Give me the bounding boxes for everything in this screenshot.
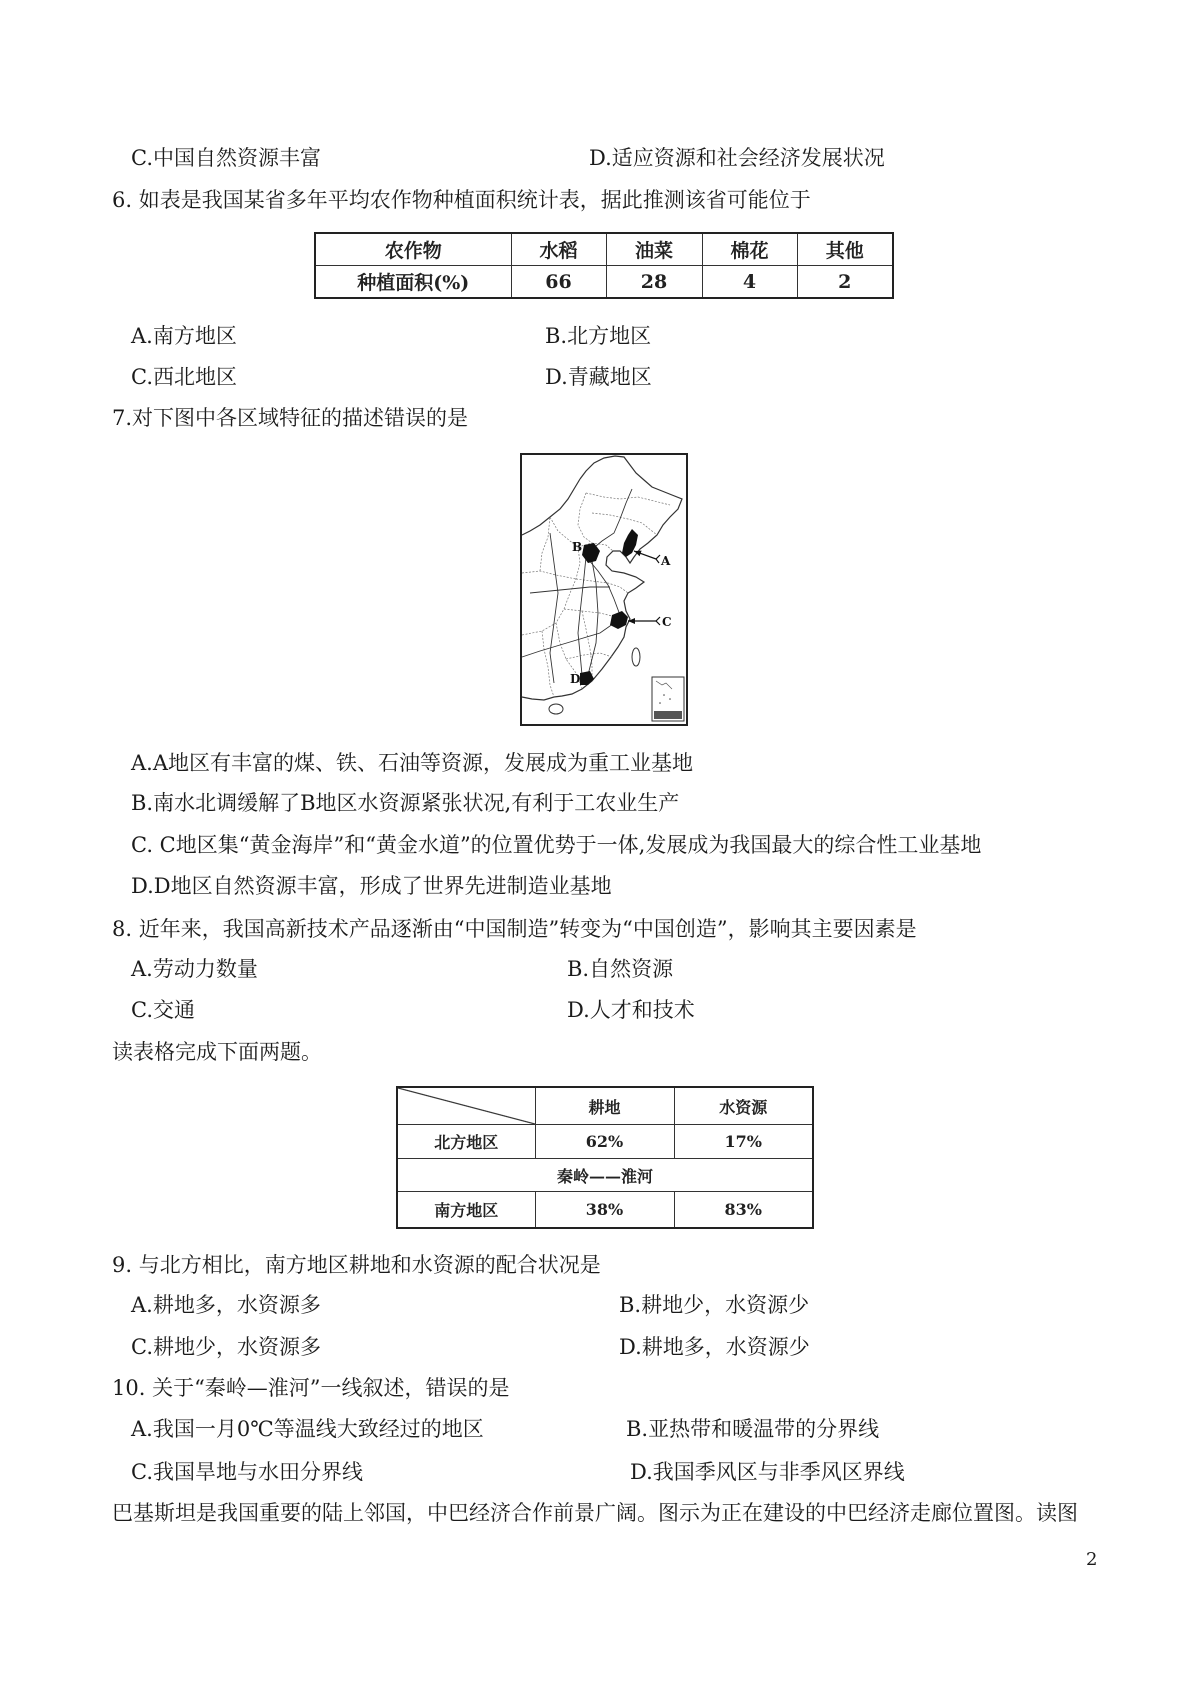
table-cell: 28 — [606, 266, 702, 299]
table-row — [315, 266, 893, 299]
table-cell: 北方地区 — [397, 1125, 535, 1159]
q9-option-d: D.耕地多，水资源少 — [619, 1335, 810, 1359]
q10-option-b: B.亚热带和暖温带的分界线 — [626, 1417, 880, 1441]
q10-option-a: A.我国一月0℃等温线大致经过的地区 — [131, 1417, 484, 1441]
page-number: 2 — [1086, 1549, 1098, 1570]
q8-option-d: D.人才和技术 — [567, 998, 695, 1022]
table-cell: 2 — [797, 266, 893, 299]
q10-stem: 10. 关于“秦岭—淮河”一线叙述，错误的是 — [112, 1376, 510, 1400]
q6-option-b: B.北方地区 — [545, 324, 652, 348]
q7-option-d: D.D地区自然资源丰富，形成了世界先进制造业基地 — [131, 874, 612, 898]
q9-stem: 9. 与北方相比，南方地区耕地和水资源的配合状况是 — [112, 1253, 601, 1277]
table-header-cell: 油菜 — [606, 233, 702, 266]
qinling-huaihe-divider: 秦岭——淮河 — [397, 1159, 813, 1192]
table-header-cell: 水资源 — [674, 1087, 813, 1125]
east-china-region-map — [520, 453, 688, 726]
q6-stem: 6. 如表是我国某省多年平均农作物种植面积统计表，据此推测该省可能位于 — [112, 188, 811, 212]
table-header-row — [397, 1087, 813, 1125]
table-cell: 38% — [535, 1192, 674, 1229]
table-header-cell: 耕地 — [535, 1087, 674, 1125]
q5-option-c: C.中国自然资源丰富 — [131, 146, 321, 170]
q8-stem: 8. 近年来，我国高新技术产品逐渐由“中国制造”转变为“中国创造”，影响其主要因素是 — [112, 917, 917, 941]
q5-option-d: D.适应资源和社会经济发展状况 — [589, 146, 885, 170]
q6-option-d: D.青藏地区 — [545, 365, 652, 389]
table-row-divider — [397, 1159, 813, 1192]
inset-island-dot — [663, 694, 665, 696]
q8-option-b: B.自然资源 — [567, 957, 674, 981]
q6-option-a: A.南方地区 — [131, 324, 237, 348]
table-cell: 南方地区 — [397, 1192, 535, 1229]
q8-option-c: C.交通 — [131, 998, 195, 1022]
region-b-label: B — [572, 540, 583, 554]
region-a-label: A — [661, 554, 671, 568]
crop-area-table — [314, 232, 894, 299]
table-cell: 66 — [511, 266, 606, 299]
table-header-row — [315, 233, 893, 266]
inset-island-dot — [669, 698, 671, 700]
q7-option-c: C. C地区集“黄金海岸”和“黄金水道”的位置优势于一体,发展成为我国最大的综合性工业基地 — [131, 833, 982, 857]
region-d-label: D — [570, 672, 581, 686]
q7-option-a: A.A地区有丰富的煤、铁、石油等资源，发展成为重工业基地 — [131, 751, 694, 775]
table-cell: 4 — [702, 266, 797, 299]
table-row-south — [397, 1192, 813, 1229]
south-china-sea-inset — [652, 677, 684, 721]
q7-stem: 7.对下图中各区域特征的描述错误的是 — [112, 406, 469, 430]
table-header-cell: 水稻 — [511, 233, 606, 266]
q8-option-a: A.劳动力数量 — [131, 957, 258, 981]
diagonal-header-cell — [397, 1087, 535, 1125]
table-cell: 17% — [674, 1125, 813, 1159]
table-row-north — [397, 1125, 813, 1159]
table-cell: 83% — [674, 1192, 813, 1229]
table-cell: 62% — [535, 1125, 674, 1159]
table-header-cell: 农作物 — [315, 233, 511, 266]
passage-text: 巴基斯坦是我国重要的陆上邻国，中巴经济合作前景广阔。图示为正在建设的中巴经济走廊位置图。读图 — [112, 1501, 1078, 1525]
q9-option-b: B.耕地少，水资源少 — [619, 1293, 810, 1317]
q9-option-a: A.耕地多，水资源多 — [131, 1293, 321, 1317]
inset-island-dot — [659, 702, 661, 704]
land-water-table — [396, 1086, 814, 1229]
region-c-label: C — [662, 615, 672, 629]
table-intro: 读表格完成下面两题。 — [112, 1040, 322, 1064]
q6-option-c: C.西北地区 — [131, 365, 237, 389]
q10-option-c: C.我国旱地与水田分界线 — [131, 1460, 363, 1484]
table-cell: 种植面积(%) — [315, 266, 511, 299]
inset-caption-block — [654, 711, 682, 719]
table-header-cell: 棉花 — [702, 233, 797, 266]
q10-option-d: D.我国季风区与非季风区界线 — [630, 1460, 905, 1484]
q9-option-c: C.耕地少，水资源多 — [131, 1335, 321, 1359]
q7-option-b: B.南水北调缓解了B地区水资源紧张状况,有利于工农业生产 — [131, 791, 680, 815]
table-header-cell: 其他 — [797, 233, 893, 266]
